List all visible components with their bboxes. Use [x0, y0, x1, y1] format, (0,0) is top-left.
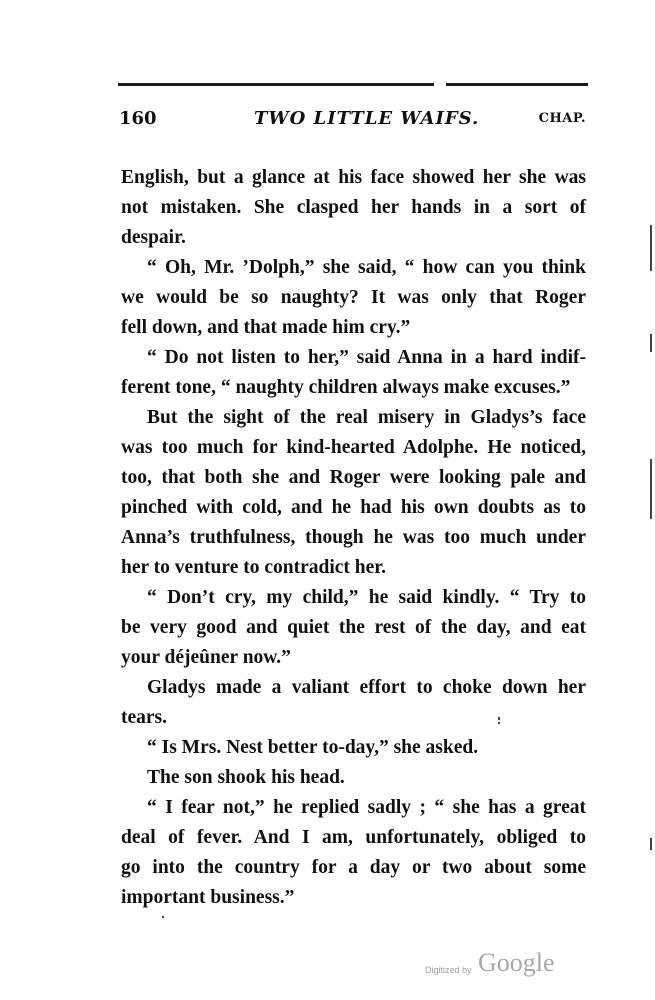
google-logo: Google	[478, 948, 555, 977]
page-header	[119, 108, 586, 138]
text-line: “ I fear not,” he replied sadly ; “ she has a great	[147, 797, 586, 818]
scan-mark	[650, 334, 652, 352]
text-line: But the sight of the real misery in Gladys’s face	[147, 407, 586, 428]
running-title: TWO LITTLE WAIFS.	[254, 108, 480, 129]
scan-speck	[498, 722, 500, 724]
text-line: despair.	[121, 227, 186, 248]
text-line: ferent tone, “ naughty children always make excuses.”	[121, 377, 571, 398]
chapter-label: CHAP.	[538, 111, 586, 126]
header-rule-right	[446, 83, 588, 86]
text-line: not mistaken. She clasped her hands in a sort of	[121, 197, 586, 218]
text-line: be very good and quiet the rest of the day, and eat	[121, 617, 586, 638]
header-rule-left	[118, 83, 434, 86]
text-line: your déjeûner now.”	[121, 647, 291, 668]
text-line: The son shook his head.	[147, 767, 345, 788]
text-line: was too much for kind-hearted Adolphe. He noticed,	[121, 437, 586, 458]
text-line: “ Is Mrs. Nest better to-day,” she asked.	[147, 737, 479, 758]
text-line: deal of fever. And I am, unfortunately, obliged to	[121, 827, 586, 848]
scan-speck	[162, 916, 164, 918]
text-line: go into the country for a day or two about some	[121, 857, 586, 878]
text-line: important business.”	[121, 887, 295, 908]
page-number: 160	[119, 108, 157, 129]
google-watermark	[425, 948, 560, 984]
body-text	[121, 163, 586, 913]
scan-mark	[650, 838, 652, 850]
text-line: Gladys made a valiant effort to choke down her	[147, 677, 586, 698]
scan-speck	[498, 717, 500, 720]
text-line: fell down, and that made him cry.”	[121, 317, 411, 338]
text-line: tears.	[121, 707, 168, 728]
scan-mark	[650, 225, 652, 271]
text-line: too, that both she and Roger were looking pale and	[121, 467, 586, 488]
text-line: pinched with cold, and he had his own doubts as to	[121, 497, 586, 518]
text-line: “ Don’t cry, my child,” he said kindly. “ Try to	[147, 587, 586, 608]
text-line: “ Oh, Mr. ’Dolph,” she said, “ how can you think	[147, 257, 586, 278]
text-line: Anna’s truthfulness, though he was too much under	[121, 527, 586, 548]
text-line: her to venture to contradict her.	[121, 557, 387, 578]
scan-mark	[650, 459, 652, 519]
digitized-by-label: Digitized by	[425, 965, 472, 975]
text-line: English, but a glance at his face showed her she was	[121, 167, 586, 188]
text-line: “ Do not listen to her,” said Anna in a hard indif-	[147, 347, 586, 368]
text-line: we would be so naughty? It was only that Roger	[121, 287, 586, 308]
